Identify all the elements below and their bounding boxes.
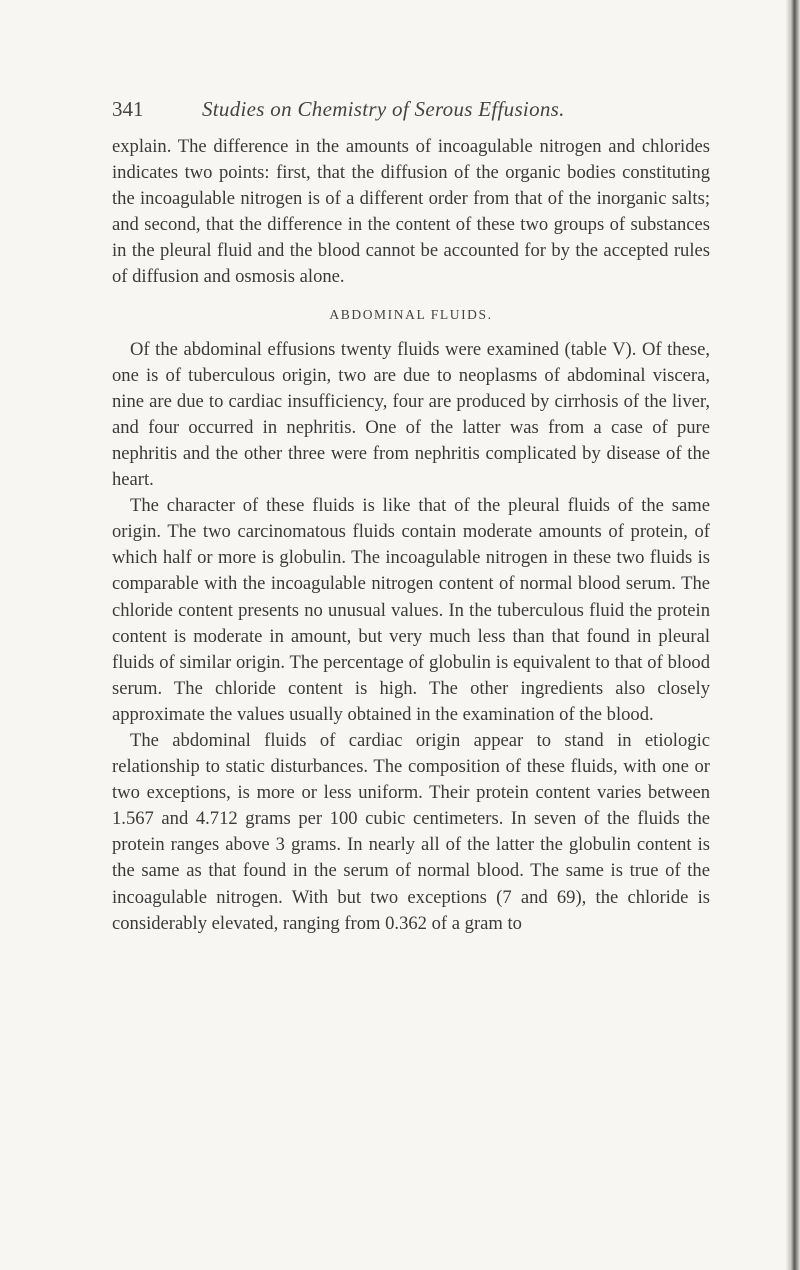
paragraph-continuation: explain. The difference in the amounts of incoagulable nitrogen and chlorides indicates two points: first, that the diffusion of the organic bodies constituting the incoagulable nitrogen is of a different order from that of the inorganic salts; and second, that the difference in the content of these two groups of substances in the pleural fluid and the blood cannot be accounted for by the accepted rules of diffusion and osmosis alone. — [112, 136, 710, 288]
page-edge-shadow — [786, 0, 800, 1270]
paragraph-cardiac-origin: The abdominal fluids of cardiac origin appear to stand in etiologic relationship to static disturbances. The composition of these fluids, with one or two exceptions, is more or less uniform. Their protein content varies between 1.567 and 4.712 grams per 100 cubic centimeters. In seven of the fluids the protein ranges above 3 grams. In nearly all of the latter the globulin content is the same as that found in the serum of normal blood. The same is true of the incoagulable nitrogen. With but two exceptions (7 and 69), the chloride is considerably elevated, ranging from 0.362 of a gram to — [112, 729, 710, 934]
body-text — [112, 134, 710, 937]
running-title: Studies on Chemistry of Serous Effusions. — [202, 97, 565, 121]
section-heading: ABDOMINAL FLUIDS. — [329, 306, 493, 322]
paragraph-fluid-character: The character of these fluids is like that of the pleural fluids of the same origin. The two carcinomatous fluids contain moderate amounts of protein, of which half or more is globulin. The incoagulable nitrogen in these two fluids is comparable with the incoagulable nitrogen content of normal blood serum. The chloride content presents no unusual values. In the tuberculous fluid the protein content is moderate in amount, but very much less than that found in pleural fluids of similar origin. The percentage of globulin is equivalent to that of blood serum. The chloride content is high. The other ingredients also closely approximate the values usually obtained in the examination of the blood. — [112, 495, 710, 725]
paragraph-abdominal-effusions: Of the abdominal effusions twenty fluids were examined (table V). Of these, one is of tuberculous origin, two are due to neoplasms of abdominal viscera, nine are due to cardiac insufficiency, four are produced by cirrhosis of the liver, and four occurred in nephritis. One of the latter was from a case of pure nephritis and the other three were from nephritis complicated by disease of the heart. — [112, 338, 710, 491]
page-number: 341 — [112, 97, 144, 121]
running-head — [112, 97, 716, 123]
